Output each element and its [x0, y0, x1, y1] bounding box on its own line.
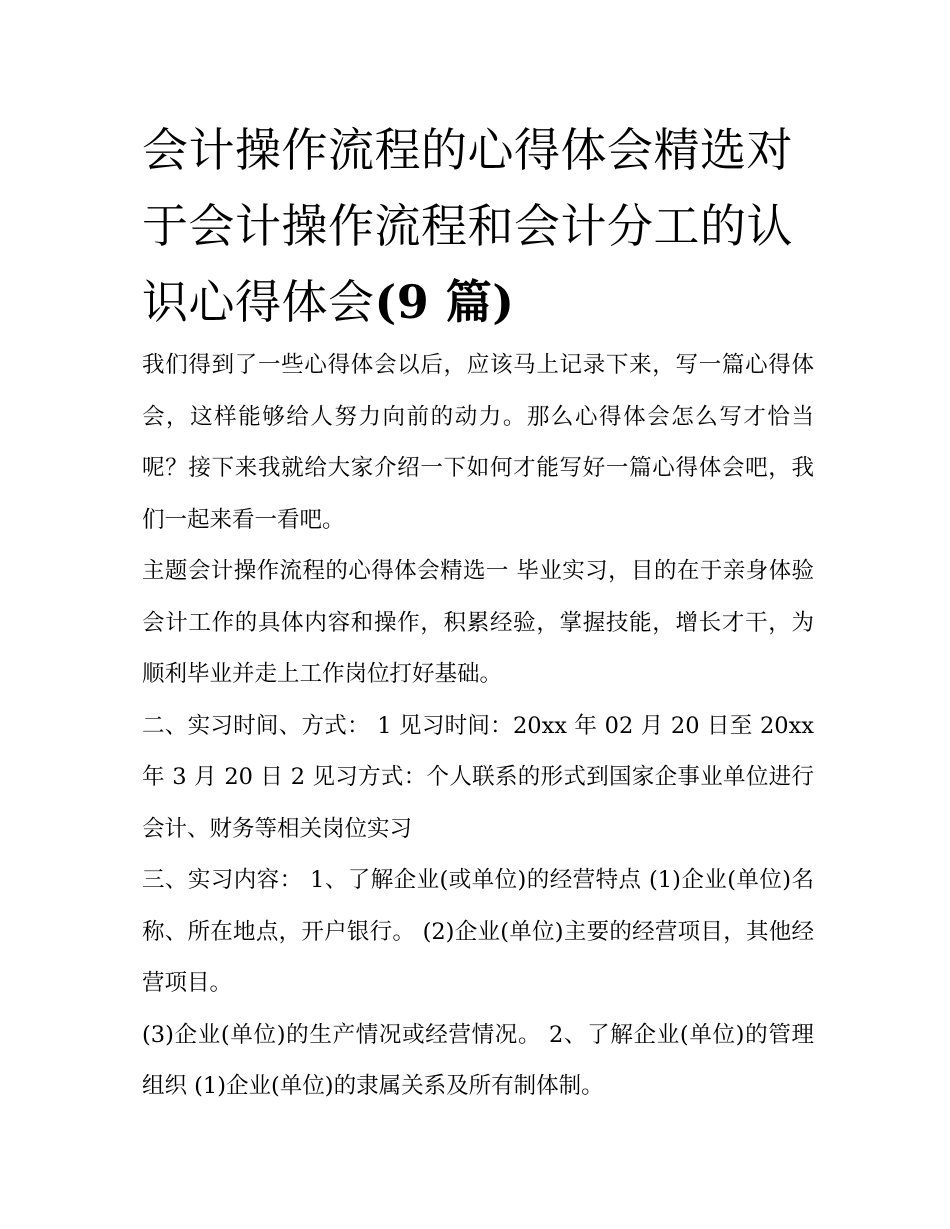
paragraph-internship-time: 二、实习时间、方式： 1 见习时间：20xx 年 02 月 20 日至 20xx 年 3 月 20 日 2 见习方式：个人联系的形式到国家企事业单位进行会计、财务等相关岗位实习 [142, 712, 814, 842]
paragraph-intro: 我们得到了一些心得体会以后，应该马上记录下来，写一篇心得体会，这样能够给人努力向前的动力。那么心得体会怎么写才恰当呢？接下来我就给大家介绍一下如何才能写好一篇心得体会吧，我们一起来看一看吧。 [142, 352, 814, 533]
paragraph-internship-content: 三、实习内容： 1、了解企业(或单位)的经营特点 (1)企业(单位)名称、所在地点，开户银行。 (2)企业(单位)主要的经营项目，其他经营项目。 [142, 867, 814, 996]
paragraph-organization: (3)企业(单位)的生产情况或经营情况。 2、了解企业(单位)的管理组织 (1)企业(单位)的隶属关系及所有制体制。 [142, 1021, 814, 1099]
document-title [142, 112, 814, 340]
document-page [142, 112, 814, 1113]
title-count: (9 篇) [374, 275, 515, 329]
title-text: 会计操作流程的心得体会精选对于会计操作流程和会计分工的认识心得体会 [142, 123, 793, 329]
paragraph-topic: 主题会计操作流程的心得体会精选一 毕业实习，目的在于亲身体验会计工作的具体内容和操作，积累经验，掌握技能，增长才干，为顺利毕业并走上工作岗位打好基础。 [142, 558, 814, 687]
